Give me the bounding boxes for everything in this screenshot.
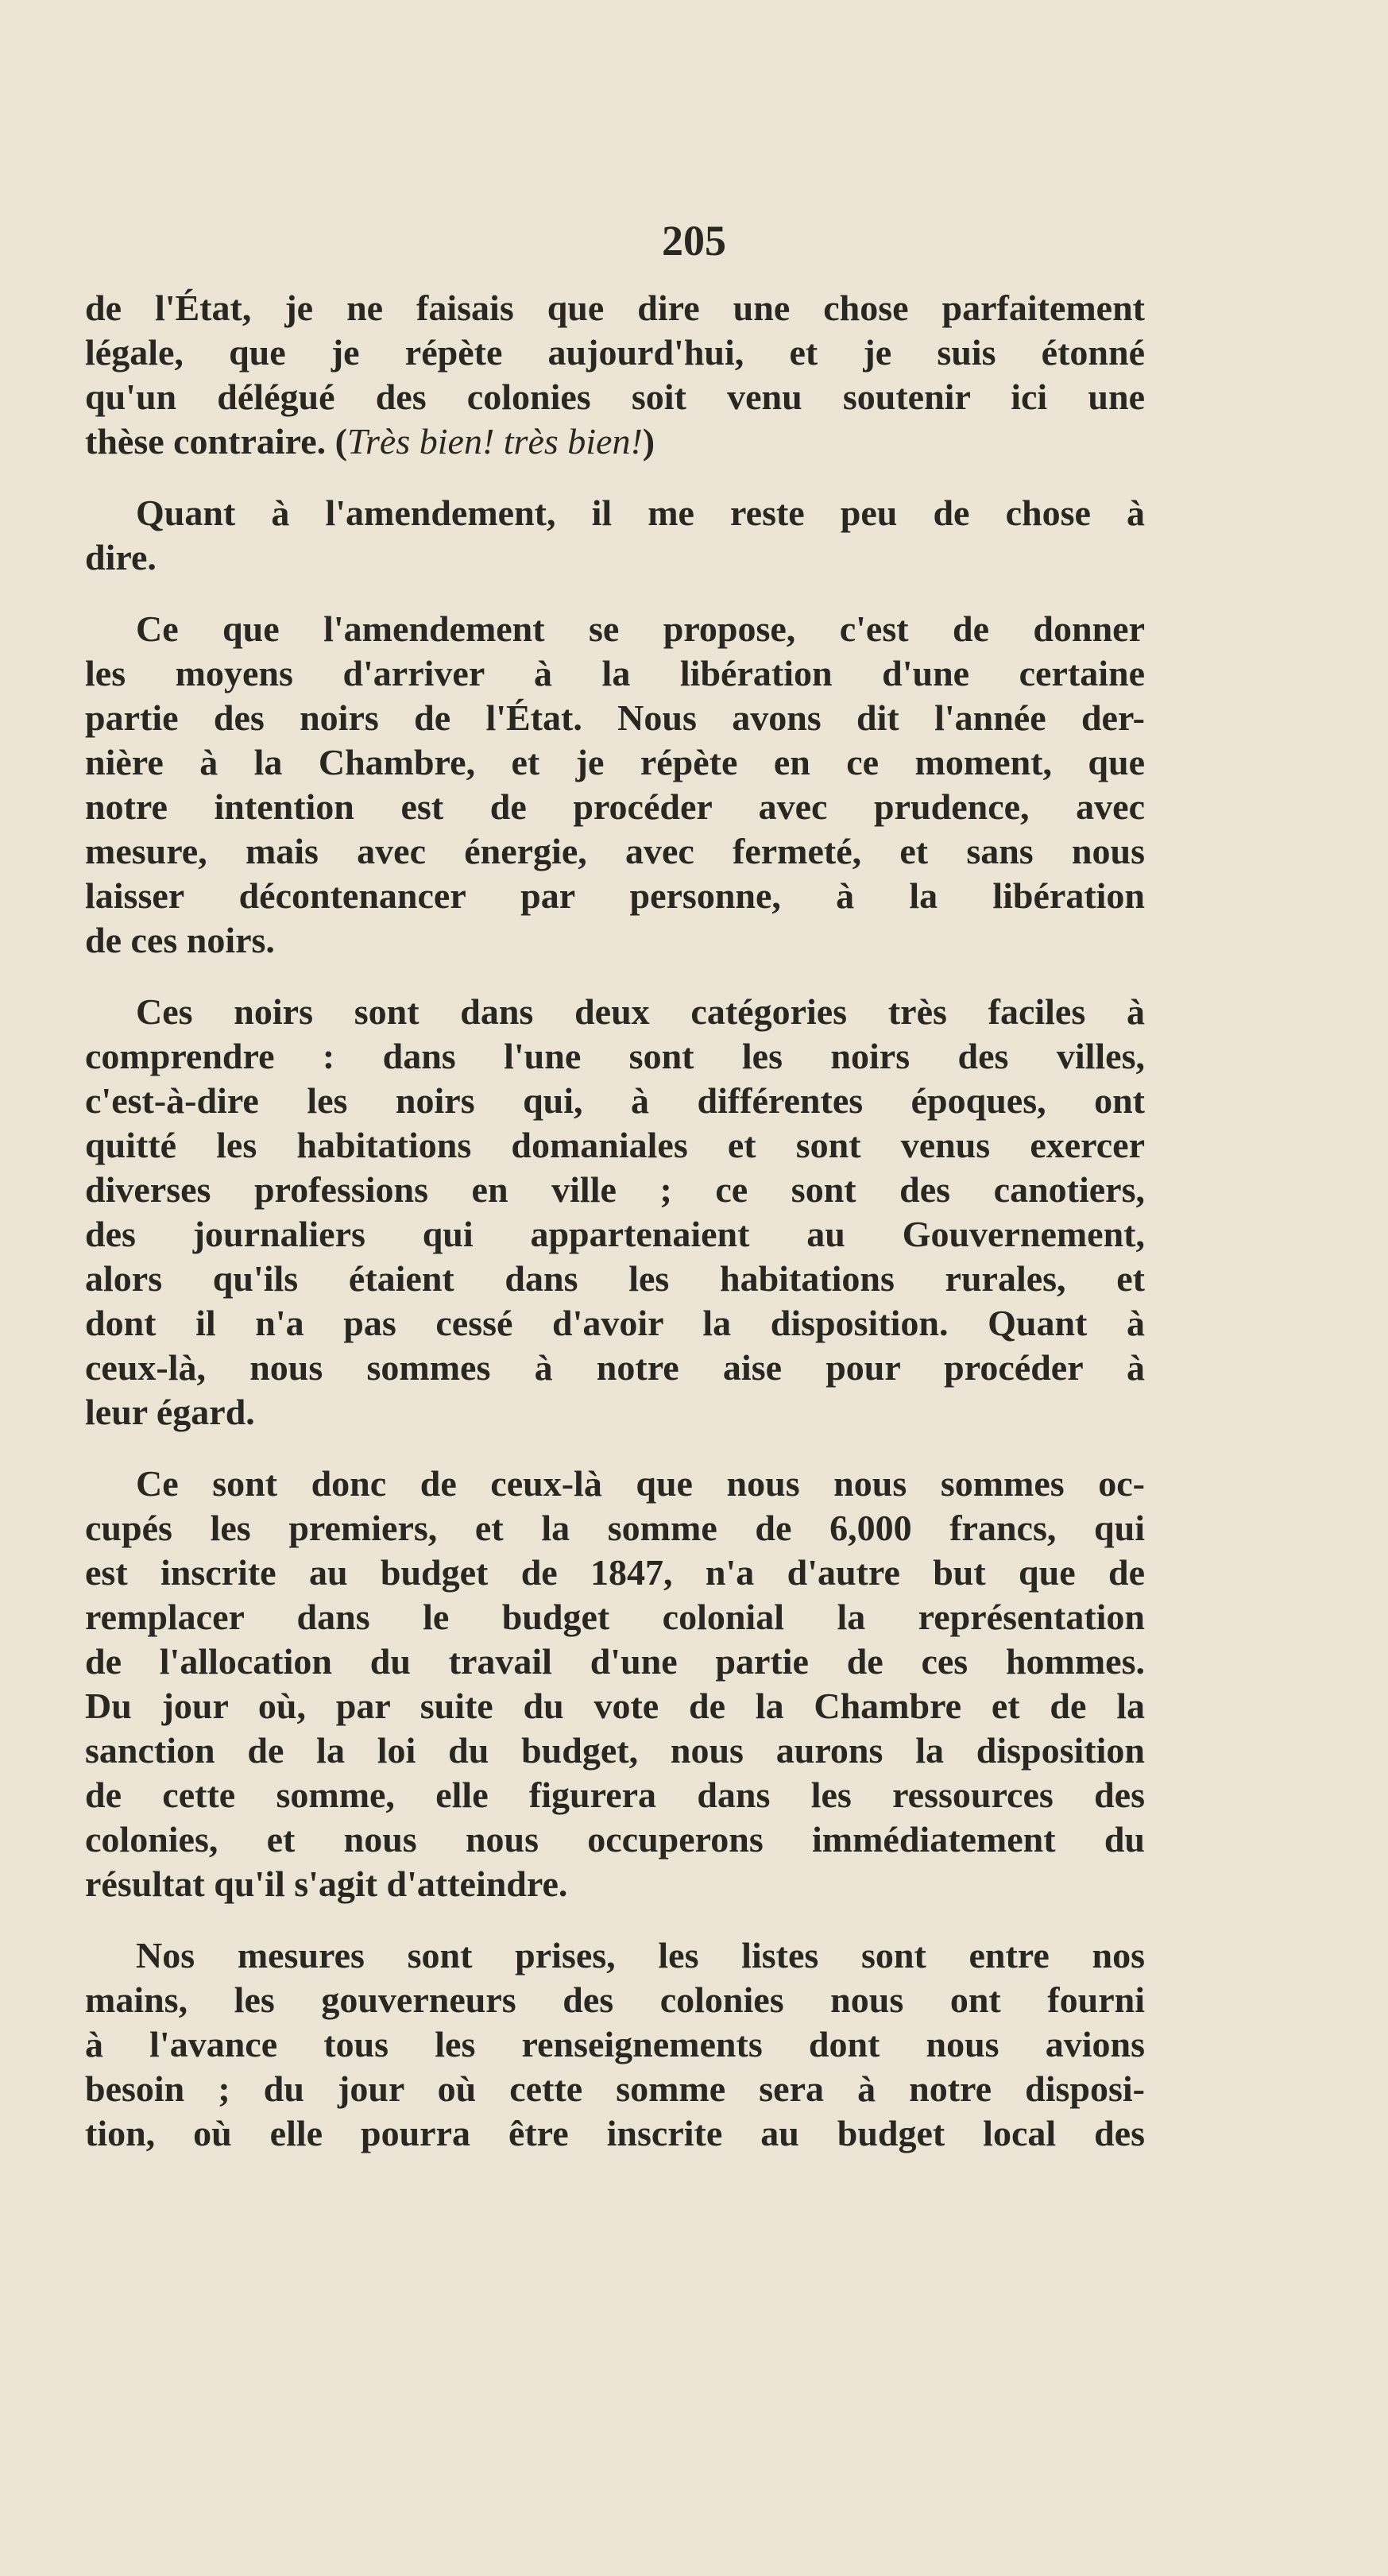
paragraph xyxy=(85,1933,1145,2156)
text-line: à l'avance tous les renseignements dont nous avions xyxy=(85,2024,1145,2064)
text-line: dont il n'a pas cessé d'avoir la disposition. Quant à xyxy=(85,1303,1145,1343)
body-text xyxy=(85,286,1145,2156)
text-line: dire. xyxy=(85,537,157,577)
text-line: remplacer dans le budget colonial la représentation xyxy=(85,1597,1145,1637)
text-line: notre intention est de procéder avec prudence, avec xyxy=(85,786,1145,827)
text-line: quitté les habitations domaniales et sont venus exercer xyxy=(85,1125,1145,1165)
text-line: de l'allocation du travail d'une partie de ces hommes. xyxy=(85,1641,1145,1682)
text-line: résultat qu'il s'agit d'atteindre. xyxy=(85,1863,568,1904)
text-line: diverses professions en ville ; ce sont des canotiers, xyxy=(85,1169,1145,1210)
text-line: de ces noirs. xyxy=(85,920,275,960)
text-line: de l'État, je ne faisais que dire une chose parfaitement xyxy=(85,288,1145,328)
text-line: ceux-là, nous sommes à notre aise pour procéder à xyxy=(85,1347,1145,1388)
text-line: nière à la Chambre, et je répète en ce moment, que xyxy=(85,742,1145,782)
text-line: partie des noirs de l'État. Nous avons dit l'année der- xyxy=(85,697,1145,738)
text-line: sanction de la loi du budget, nous aurons la disposition xyxy=(85,1730,1145,1771)
text-line: Du jour où, par suite du vote de la Chambre et de la xyxy=(85,1686,1145,1726)
text-line: qu'un délégué des colonies soit venu soutenir ici une xyxy=(85,377,1145,417)
page-number: 205 xyxy=(662,217,726,265)
paragraph xyxy=(85,286,1145,464)
paragraph xyxy=(85,1462,1145,1906)
text-line: des journaliers qui appartenaient au Gouvernement, xyxy=(85,1214,1145,1254)
text-line: cupés les premiers, et la somme de 6,000 francs, qui xyxy=(85,1508,1145,1548)
text-line: thèse contraire. (Très bien! très bien!) xyxy=(85,421,655,462)
text-line: alors qu'ils étaient dans les habitations rurales, et xyxy=(85,1258,1145,1299)
text-line: Ce que l'amendement se propose, c'est de donner xyxy=(136,608,1145,649)
text-line: Ces noirs sont dans deux catégories très faciles à xyxy=(136,991,1145,1032)
text-line: Nos mesures sont prises, les listes sont entre nos xyxy=(136,1935,1145,1975)
text-line: mains, les gouverneurs des colonies nous ont fourni xyxy=(85,1979,1145,2020)
text-line: tion, où elle pourra être inscrite au budget local des xyxy=(85,2113,1145,2153)
text-line: de cette somme, elle figurera dans les ressources des xyxy=(85,1775,1145,1815)
text-line: Quant à l'amendement, il me reste peu de chose à xyxy=(136,492,1145,533)
paragraph xyxy=(85,990,1145,1435)
paragraph xyxy=(85,607,1145,963)
text-line: Ce sont donc de ceux-là que nous nous sommes oc- xyxy=(136,1463,1145,1504)
text-line: colonies, et nous nous occuperons immédiatement du xyxy=(85,1819,1145,1860)
text-line: est inscrite au budget de 1847, n'a d'autre but que de xyxy=(85,1552,1145,1593)
paragraph xyxy=(85,491,1145,580)
text-line: c'est-à-dire les noirs qui, à différentes époques, ont xyxy=(85,1080,1145,1121)
text-line: comprendre : dans l'une sont les noirs des villes, xyxy=(85,1036,1145,1076)
text-line: les moyens d'arriver à la libération d'une certaine xyxy=(85,653,1145,693)
text-line: légale, que je répète aujourd'hui, et je suis étonné xyxy=(85,332,1145,373)
text-line: leur égard. xyxy=(85,1392,255,1432)
text-line: mesure, mais avec énergie, avec fermeté, et sans nous xyxy=(85,831,1145,871)
text-line: besoin ; du jour où cette somme sera à notre disposi- xyxy=(85,2068,1145,2109)
text-line: laisser décontenancer par personne, à la libération xyxy=(85,875,1145,916)
